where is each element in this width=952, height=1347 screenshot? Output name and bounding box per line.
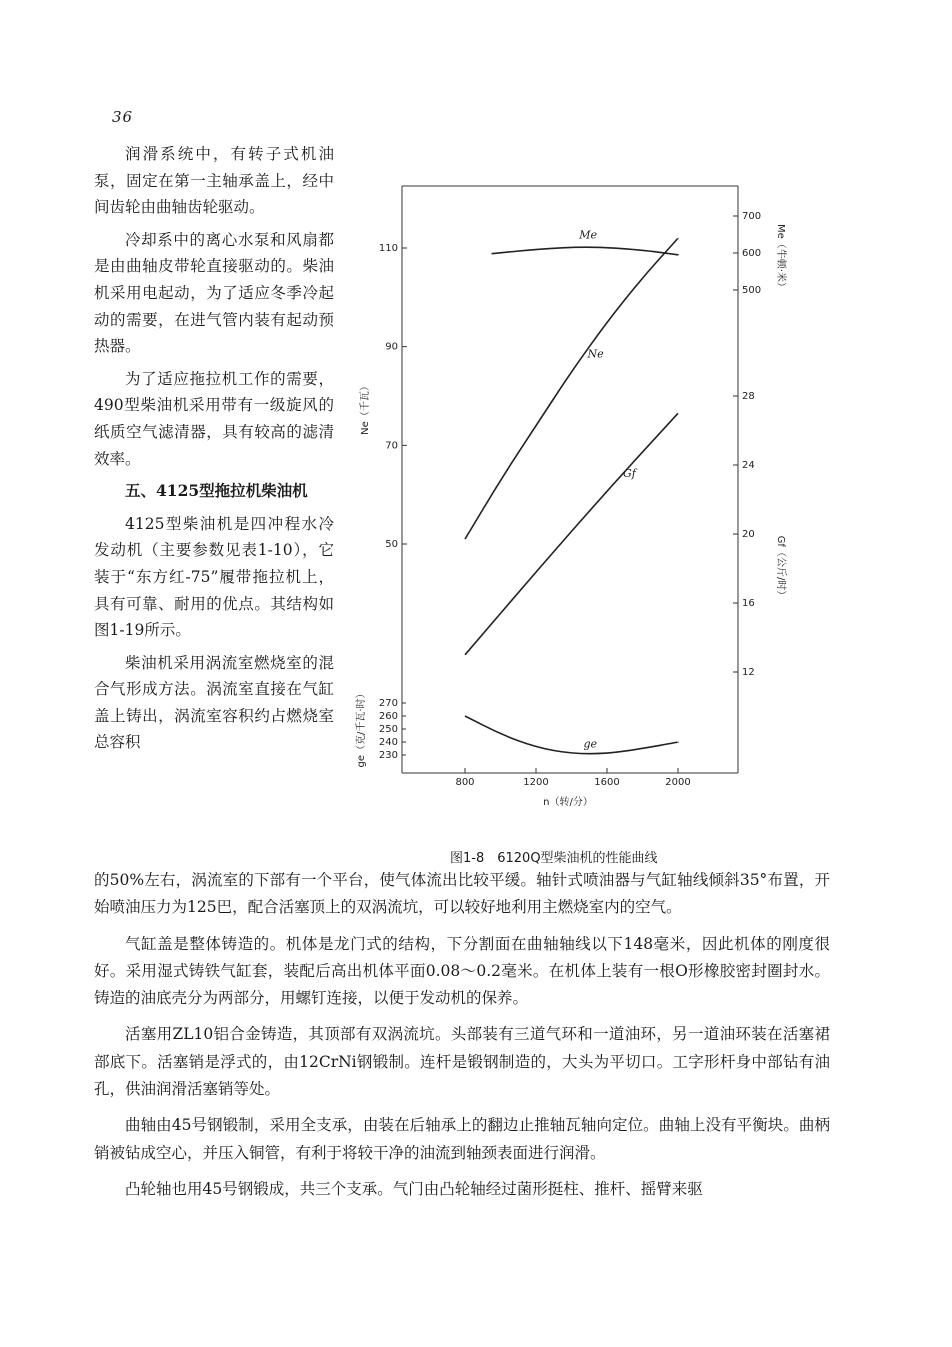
section-heading: 五、4125型拖拉机柴油机: [125, 481, 308, 501]
body-paragraph: 的50%左右，涡流室的下部有一个平台，使气体流出比较平缓。轴针式喷油器与气缸轴线倾斜35°布置，开始喷油压力为125巴，配合活塞顶上的双涡流坑，可以较好地利用主燃烧室内的空气。: [94, 871, 830, 917]
body-text: [94, 867, 830, 1212]
body-paragraph: 活塞用ZL10铝合金铸造，其顶部有双涡流坑。头部装有三道气环和一道油环，另一道油环装在活塞裙部底下。活塞销是浮式的，由12CrNi钢锻制。连杆是锻钢制造的，大头为平切口。工字形杆身中部钻有油孔，供油润滑活塞销等处。: [94, 1025, 830, 1099]
x-tick-label: 2000: [665, 777, 691, 788]
gf-axis-label: Gf（公斤/时）: [775, 535, 786, 601]
body-paragraph: 气缸盖是整体铸造的。机体是龙门式的结构，下分割面在曲轴轴线以下148毫米，因此机体的刚度很好。采用湿式铸铁气缸套，装配后高出机体平面0.08～0.2毫米。在机体上装有一根O形橡胶密封圈封水。铸造的油底壳分为两部分，用螺钉连接，以便于发动机的保养。: [94, 934, 830, 1008]
left-column: [94, 141, 334, 762]
x-tick-label: 800: [455, 777, 475, 788]
curve-gf: [465, 413, 678, 655]
curve-label-ne: Ne: [587, 347, 604, 361]
ne-tick-label: 50: [385, 539, 398, 550]
gf-tick-label: 16: [742, 598, 755, 609]
ge-axis-label: ge（克/千瓦·时）: [356, 688, 367, 768]
gf-tick-label: 12: [742, 667, 755, 678]
left-paragraph: 4125型柴油机是四冲程水冷发动机（主要参数见表1-10），它装于“东方红-75”履带拖拉机上，具有可靠、耐用的优点。其结构如图1-19所示。: [94, 514, 334, 640]
ge-tick-label: 260: [378, 711, 398, 722]
performance-chart-figure: [350, 178, 790, 858]
ne-tick-label: 110: [378, 243, 398, 254]
ge-tick-label: 270: [378, 698, 398, 709]
gf-tick-label: 24: [742, 460, 755, 471]
x-axis-label: n（转/分）: [543, 797, 593, 808]
gf-tick-label: 28: [742, 391, 755, 402]
ne-axis-label: Ne（千瓦）: [360, 381, 371, 435]
body-paragraph: 曲轴由45号钢锻制，采用全支承，由装在后轴承上的翻边止推轴瓦轴向定位。曲轴上没有平衡块。曲柄销被钻成空心，并压入铜管，有利于将较干净的油流到轴颈表面进行润滑。: [94, 1116, 830, 1162]
left-paragraph: 润滑系统中，有转子式机油泵，固定在第一主轴承盖上，经中间齿轮由曲轴齿轮驱动。: [94, 145, 334, 217]
ge-tick-label: 240: [378, 737, 398, 748]
body-paragraph: 凸轮轴也用45号钢锻成，共三个支承。气门由凸轮轴经过菌形挺柱、推杆、摇臂来驱: [125, 1179, 703, 1198]
curve-ne: [465, 238, 678, 539]
ne-tick-label: 70: [385, 440, 398, 452]
left-paragraph: 冷却系中的离心水泵和风扇都是由曲轴皮带轮直接驱动的。柴油机采用电起动，为了适应冬季冷起动的需要，在进气管内装有起动预热器。: [94, 230, 334, 356]
ge-tick-label: 230: [378, 750, 398, 761]
left-paragraph: 为了适应拖拉机工作的需要，490型柴油机采用带有一级旋风的纸质空气滤清器，具有较高的滤清效率。: [94, 369, 334, 468]
curve-ge: [465, 716, 678, 754]
figure-caption: 图1-8 6120Q型柴油机的性能曲线: [450, 851, 658, 866]
me-axis-label: Me（牛顿·米）: [775, 224, 786, 292]
me-tick-label: 700: [742, 211, 762, 222]
gf-tick-label: 20: [742, 529, 755, 540]
x-tick-label: 1600: [594, 777, 620, 788]
curve-me: [492, 247, 678, 255]
page-number: 36: [112, 108, 134, 126]
curve-label-gf: Gf: [623, 466, 636, 480]
left-paragraph: 柴油机采用涡流室燃烧室的混合气形成方法。涡流室直接在气缸盖上铸出，涡流室容积约占燃烧室总容积: [94, 653, 334, 752]
me-tick-label: 600: [742, 248, 762, 259]
ne-tick-label: 90: [385, 341, 398, 353]
x-tick-label: 1200: [523, 777, 549, 788]
performance-chart: [350, 178, 790, 838]
curve-label-ge: ge: [583, 737, 598, 751]
ge-tick-label: 250: [378, 724, 398, 735]
curve-label-me: Me: [579, 228, 598, 242]
me-tick-label: 500: [742, 285, 762, 296]
